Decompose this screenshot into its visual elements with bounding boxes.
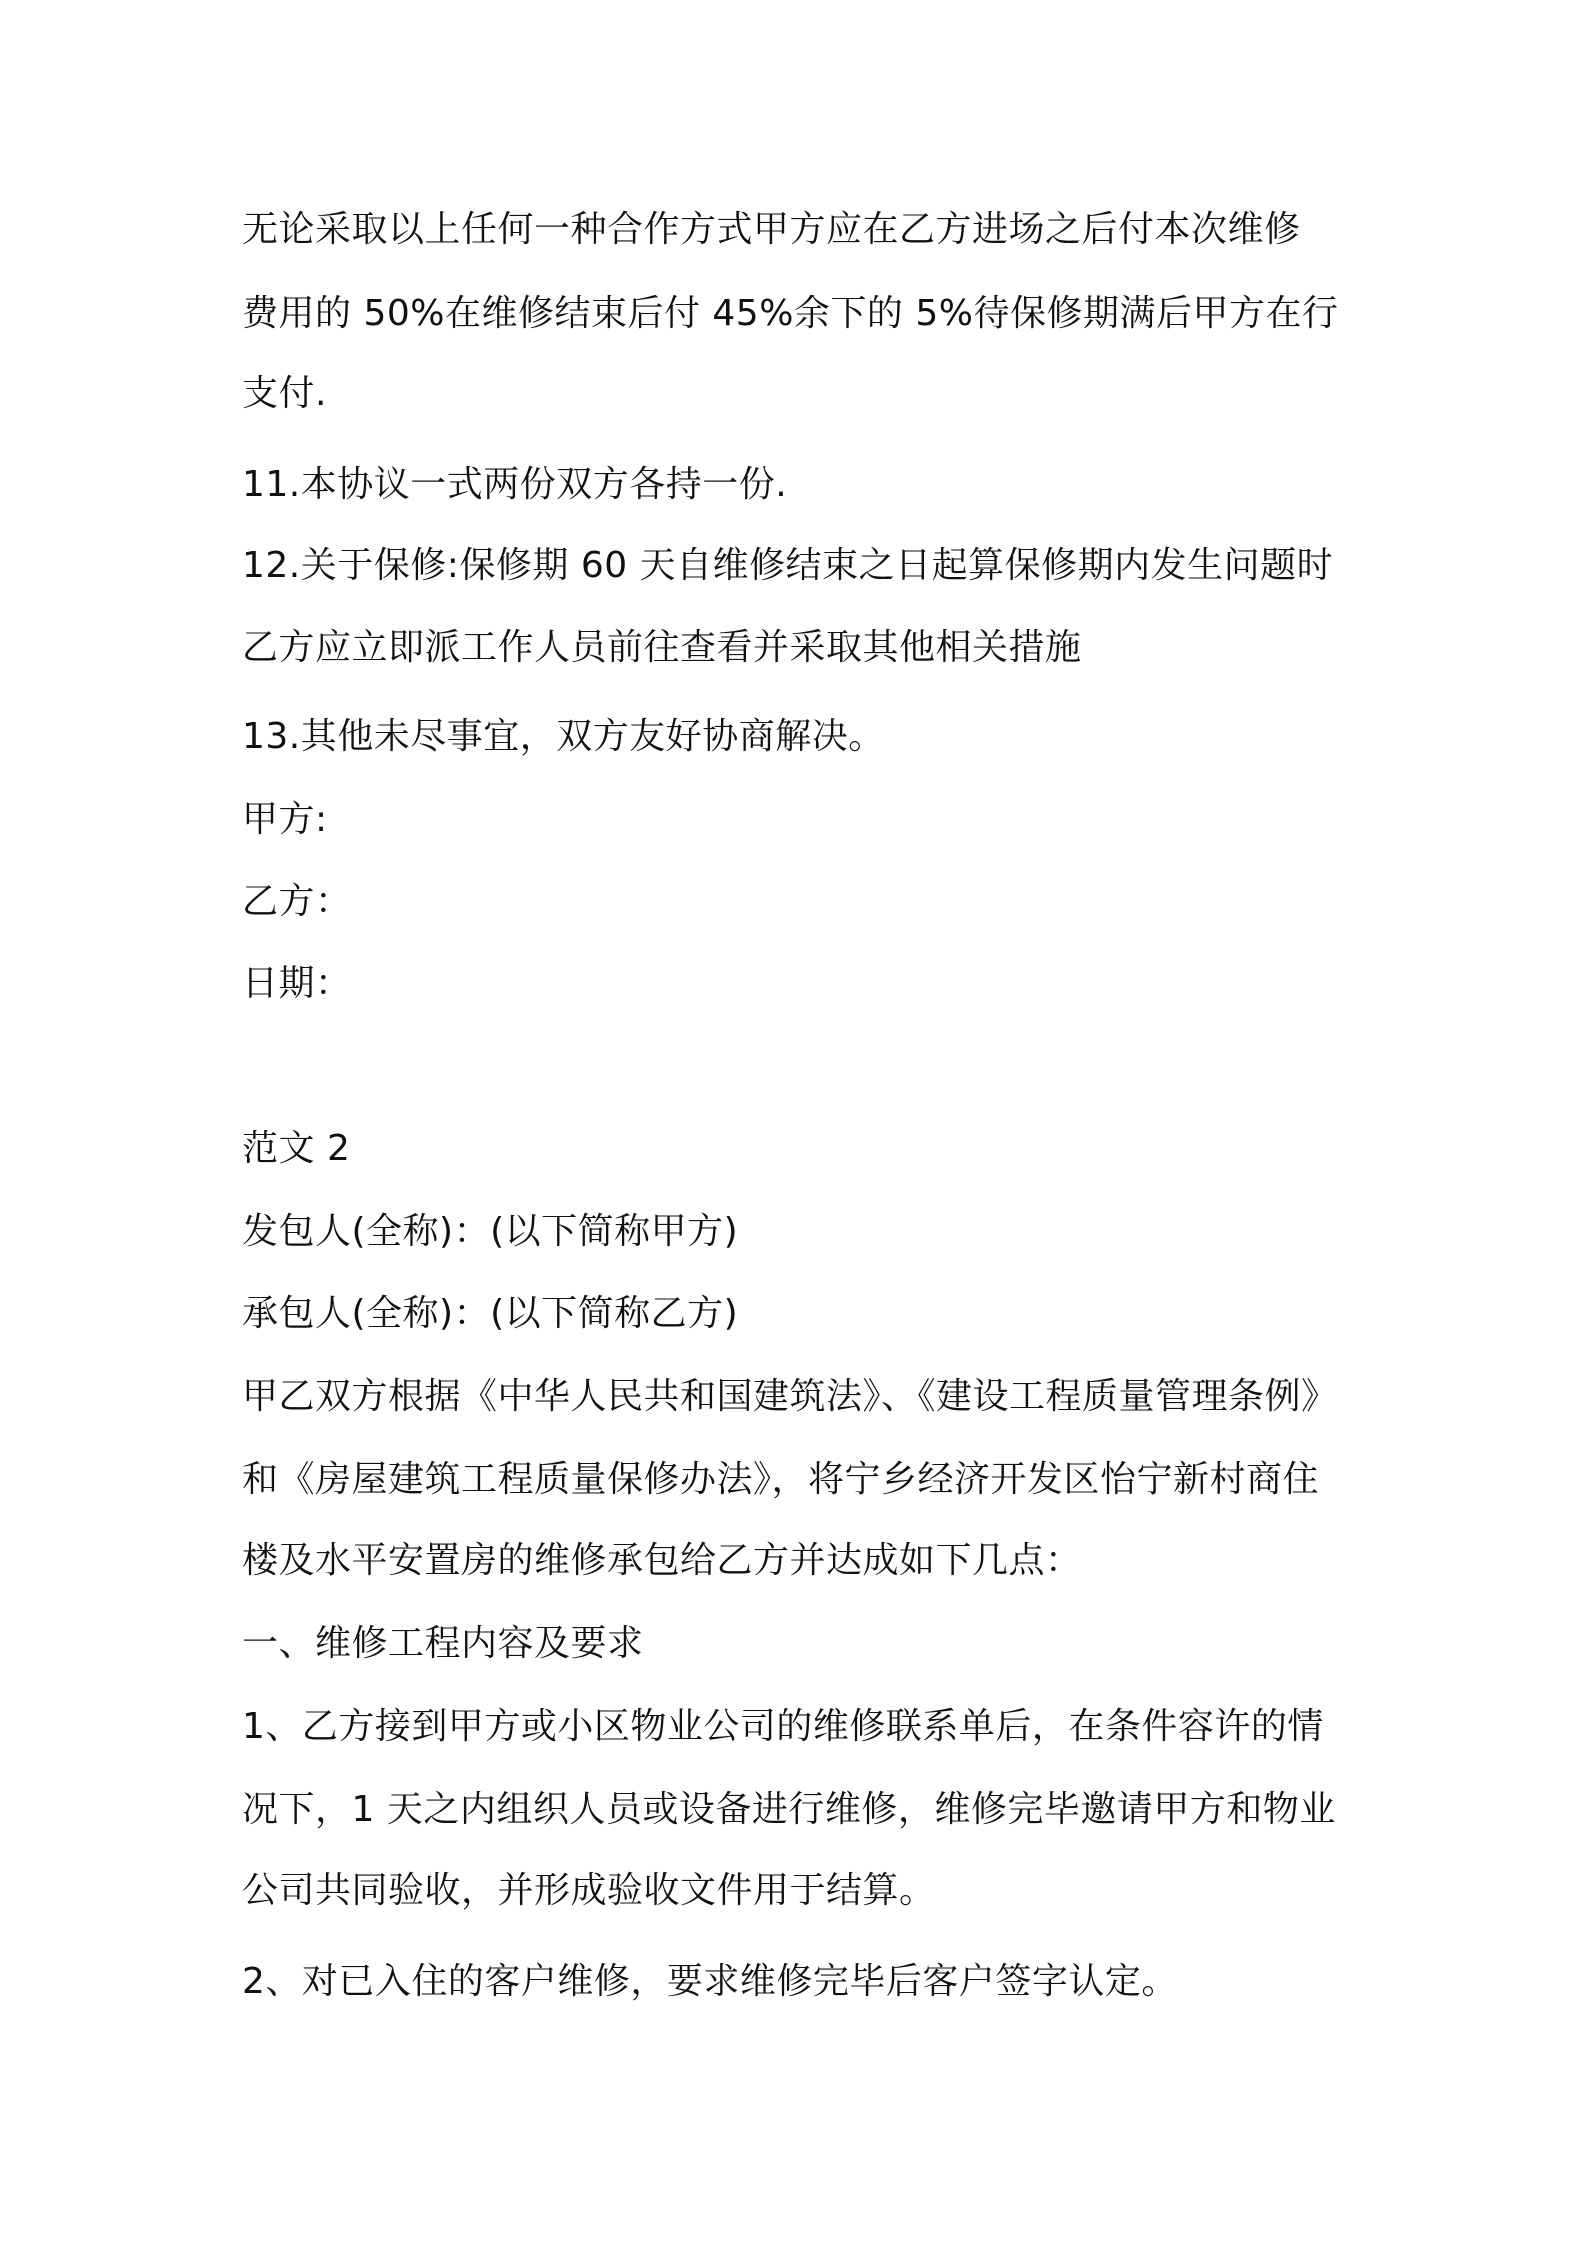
party-b-signature-label: 乙方： (242, 881, 352, 922)
list-item: 1、乙方接到甲方或小区物业公司的维修联系单后，在条件容许的情 (242, 1706, 1324, 1747)
paragraph-line: 公司共同验收，并形成验收文件用于结算。 (242, 1870, 936, 1911)
paragraph-line: 费用的 50%在维修结束后付 45%余下的 5%待保修期满后甲方在行 (242, 293, 1339, 334)
section-heading: 一、维修工程内容及要求 (242, 1623, 644, 1664)
clause-11: 11.本协议一式两份双方各持一份. (242, 464, 788, 505)
party-a-signature-label: 甲方: (242, 799, 328, 840)
paragraph-line: 甲乙双方根据《中华人民共和国建筑法》、《建设工程质量管理条例》 (242, 1376, 1338, 1417)
clause-13: 13.其他未尽事宜，双方友好协商解决。 (242, 716, 885, 757)
contractor-line: 发包人(全称)：(以下简称甲方) (242, 1211, 739, 1252)
paragraph-line: 况下，1 天之内组织人员或设备进行维修，维修完毕邀请甲方和物业 (242, 1789, 1336, 1830)
paragraph-line: 楼及水平安置房的维修承包给乙方并达成如下几点： (242, 1540, 1082, 1581)
paragraph-line: 支付. (242, 373, 327, 414)
paragraph-line: 乙方应立即派工作人员前往查看并采取其他相关措施 (242, 627, 1082, 668)
clause-12: 12.关于保修:保修期 60 天自维修结束之日起算保修期内发生问题时 (242, 545, 1334, 586)
list-item: 2、对已入住的客户维修，要求维修完毕后客户签字认定。 (242, 1961, 1178, 2002)
paragraph-line: 无论采取以上任何一种合作方式甲方应在乙方进场之后付本次维修 (242, 209, 1301, 250)
contractee-line: 承包人(全称)：(以下简称乙方) (242, 1293, 739, 1334)
date-label: 日期： (242, 963, 352, 1004)
section-title: 范文 2 (242, 1128, 351, 1169)
paragraph-line: 和《房屋建筑工程质量保修办法》，将宁乡经济开发区怡宁新村商住 (242, 1459, 1320, 1500)
